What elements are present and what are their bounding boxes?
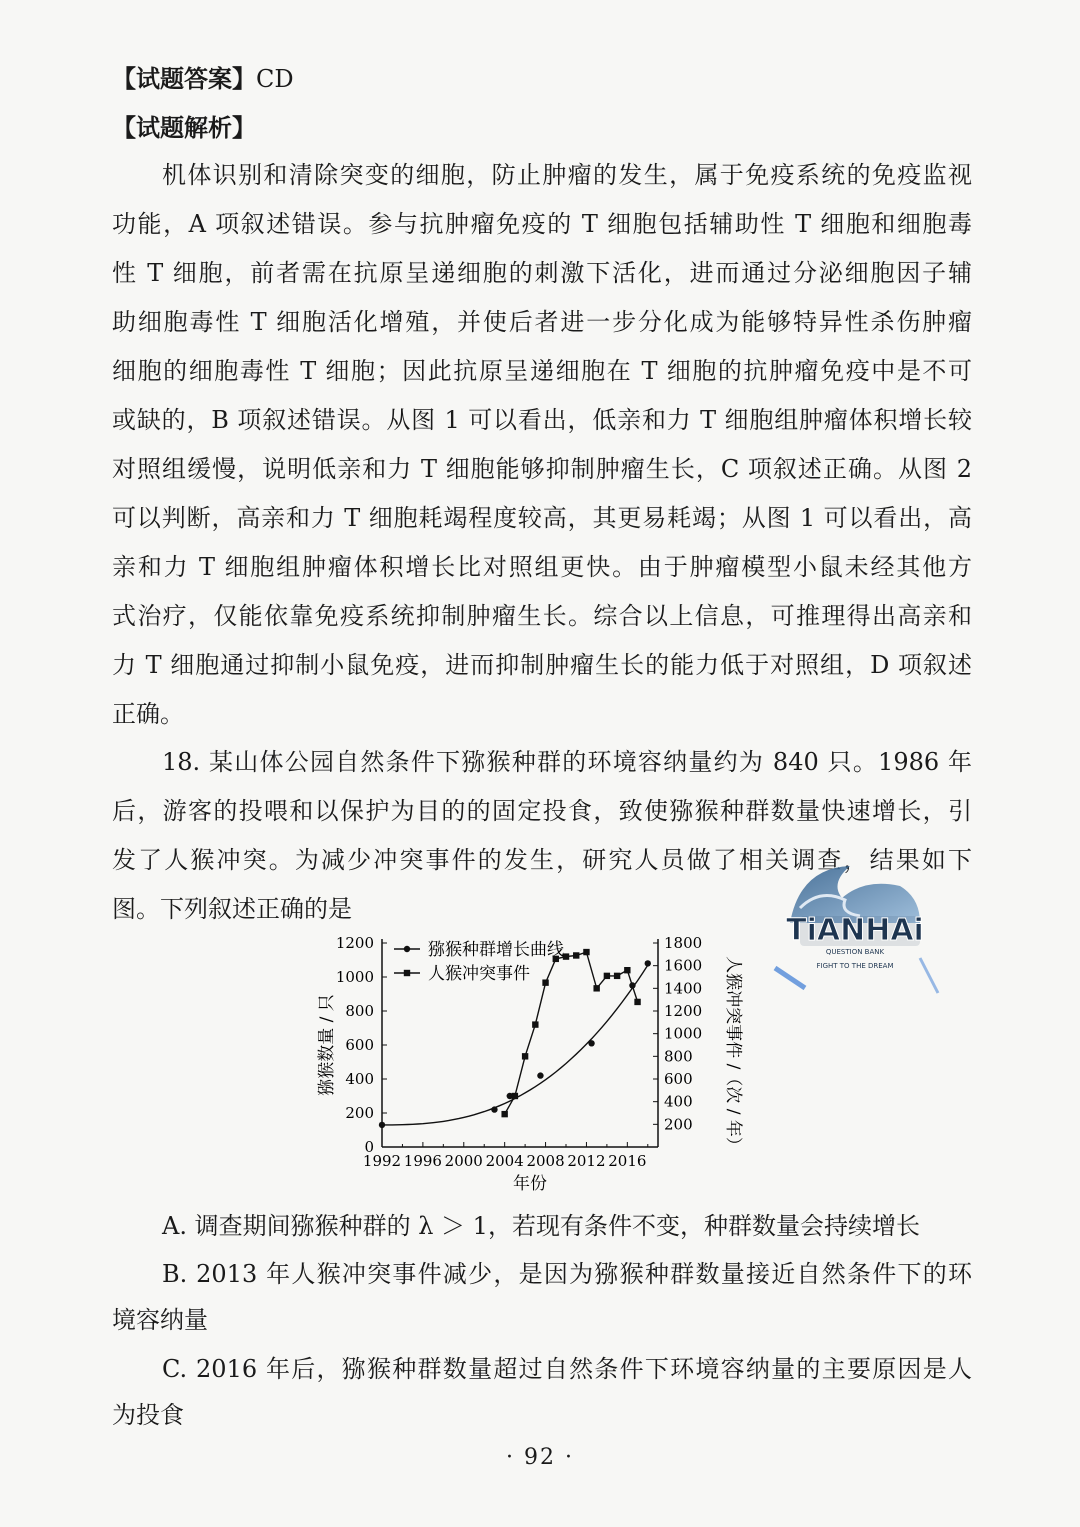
y-right-tick-label: 1600 (664, 956, 703, 975)
option-c-cont: 为投食 (112, 1401, 184, 1429)
analysis-line: 功能，A 项叙述错误。参与抗肿瘤免疫的 T 细胞包括辅助性 T 细胞和细胞毒 (112, 210, 972, 238)
series-conflict-point (614, 973, 620, 979)
y-left-tick-label: 1200 (335, 934, 374, 952)
analysis-line: 对照组缓慢，说明低亲和力 T 细胞能够抑制肿瘤生长，C 项叙述正确。从图 2 (112, 455, 972, 483)
y-left-tick-label: 400 (345, 1070, 374, 1088)
analysis-line: 机体识别和清除突变的细胞，防止肿瘤的发生，属于免疫系统的免疫监视 (162, 161, 972, 189)
series-conflict-point (573, 952, 579, 958)
option-b-cont: 境容纳量 (112, 1306, 208, 1334)
analysis-line: 或缺的，B 项叙述错误。从图 1 可以看出，低亲和力 T 细胞组肿瘤体积增长较 (112, 406, 972, 434)
x-tick-label: 2004 (485, 1152, 524, 1170)
page-number: · 92 · (506, 1445, 574, 1470)
monkey-population-chart (310, 925, 743, 1195)
x-tick-label: 2000 (444, 1152, 483, 1170)
analysis-line: 式治疗，仅能依靠免疫系统抑制肿瘤生长。综合以上信息，可推理得出高亲和 (112, 602, 972, 630)
series-growth-point (379, 1122, 385, 1128)
y-right-tick-label: 1000 (664, 1024, 703, 1043)
x-tick-label: 1992 (362, 1152, 402, 1170)
series-conflict-point (542, 979, 548, 985)
legend-growth-marker (404, 946, 410, 952)
answer-value: CD (256, 65, 294, 93)
y-left-tick-label: 0 (364, 1138, 374, 1156)
series-conflict-point (522, 1053, 528, 1059)
legend-conflict-label: 人猴冲突事件 (428, 964, 530, 984)
watermark-sub: QUESTION BANK (825, 948, 885, 956)
option-b: B. 2013 年人猴冲突事件减少，是因为猕猴种群数量接近自然条件下的环 (162, 1260, 972, 1288)
question-stem-line: 18. 某山体公园自然条件下猕猴种群的环境容纳量约为 840 只。1986 年 (162, 748, 972, 776)
watermark-motto: FIGHT TO THE DREAM (816, 962, 894, 970)
series-growth-curve (382, 965, 648, 1125)
y-left-tick-label: 200 (345, 1104, 374, 1122)
x-tick-label: 1996 (403, 1152, 442, 1170)
series-conflict-point (512, 1093, 518, 1099)
series-conflict-point (604, 973, 610, 979)
x-tick-label: 2012 (567, 1152, 606, 1170)
series-conflict-point (532, 1021, 538, 1027)
answer-label: 【试题答案】 (112, 65, 256, 93)
answer-line (112, 64, 972, 94)
series-conflict-point (583, 949, 589, 955)
series-conflict-point (593, 985, 599, 991)
series-growth-point (537, 1072, 543, 1078)
y-left-tick-label: 600 (345, 1036, 374, 1054)
series-conflict-point (634, 999, 640, 1005)
y-right-tick-label: 1400 (664, 979, 703, 998)
series-growth-point (491, 1106, 497, 1112)
y-right-tick-label: 600 (664, 1070, 693, 1088)
y-right-axis-label: 人猴冲突事件 /（次 / 年） (723, 956, 743, 1154)
series-growth-point (588, 1040, 594, 1046)
x-axis-label: 年份 (513, 1174, 547, 1194)
y-left-tick-label: 1000 (335, 968, 374, 986)
analysis-line: 细胞的细胞毒性 T 细胞；因此抗原呈递细胞在 T 细胞的抗肿瘤免疫中是不可 (112, 357, 972, 385)
y-right-tick-label: 200 (664, 1115, 693, 1134)
question-stem-line: 图。下列叙述正确的是 (112, 895, 352, 923)
option-a: A. 调查期间猕猴种群的 λ ＞ 1，若现有条件不变，种群数量会持续增长 (162, 1212, 920, 1240)
y-right-tick-label: 400 (664, 1092, 693, 1111)
y-left-tick-label: 800 (345, 1002, 374, 1020)
series-conflict-point (501, 1111, 507, 1117)
analysis-line: 可以判断，高亲和力 T 细胞耗竭程度较高，其更易耗竭；从图 1 可以看出，高 (112, 504, 972, 532)
question-stem-line: 后，游客的投喂和以保护为目的的固定投食，致使猕猴种群数量快速增长，引 (112, 797, 972, 825)
x-tick-label: 2008 (526, 1152, 565, 1170)
y-right-tick-label: 800 (664, 1047, 693, 1066)
analysis-line: 助细胞毒性 T 细胞活化增殖，并使后者进一步分化成为能够特异性杀伤肿瘤 (112, 308, 972, 336)
legend-growth-label: 猕猴种群增长曲线 (428, 940, 564, 960)
watermark-logo (770, 828, 940, 998)
question-stem-line: 发了人猴冲突。为减少冲突事件的发生，研究人员做了相关调查，结果如下 (112, 846, 972, 874)
y-left-axis-label: 猕猴数量 / 只 (317, 994, 337, 1096)
analysis-line: 力 T 细胞通过抑制小鼠免疫，进而抑制肿瘤生长的能力低于对照组，D 项叙述 (112, 651, 972, 679)
series-growth-point (645, 960, 651, 966)
analysis-label: 【试题解析】 (112, 114, 256, 142)
analysis-line: 性 T 细胞，前者需在抗原呈递细胞的刺激下活化，进而通过分泌细胞因子辅 (112, 259, 972, 287)
x-tick-label: 2016 (608, 1152, 647, 1170)
watermark-text: TiANHAi (786, 913, 924, 948)
y-right-tick-label: 1800 (664, 934, 703, 952)
y-right-tick-label: 1200 (664, 1002, 703, 1020)
option-c: C. 2016 年后，猕猴种群数量超过自然条件下环境容纳量的主要原因是人 (162, 1355, 972, 1383)
analysis-line: 正确。 (112, 700, 184, 728)
series-conflict-point (624, 967, 630, 973)
analysis-line: 亲和力 T 细胞组肿瘤体积增长比对照组更快。由于肿瘤模型小鼠未经其他方 (112, 553, 972, 581)
legend-conflict-marker (404, 970, 410, 976)
